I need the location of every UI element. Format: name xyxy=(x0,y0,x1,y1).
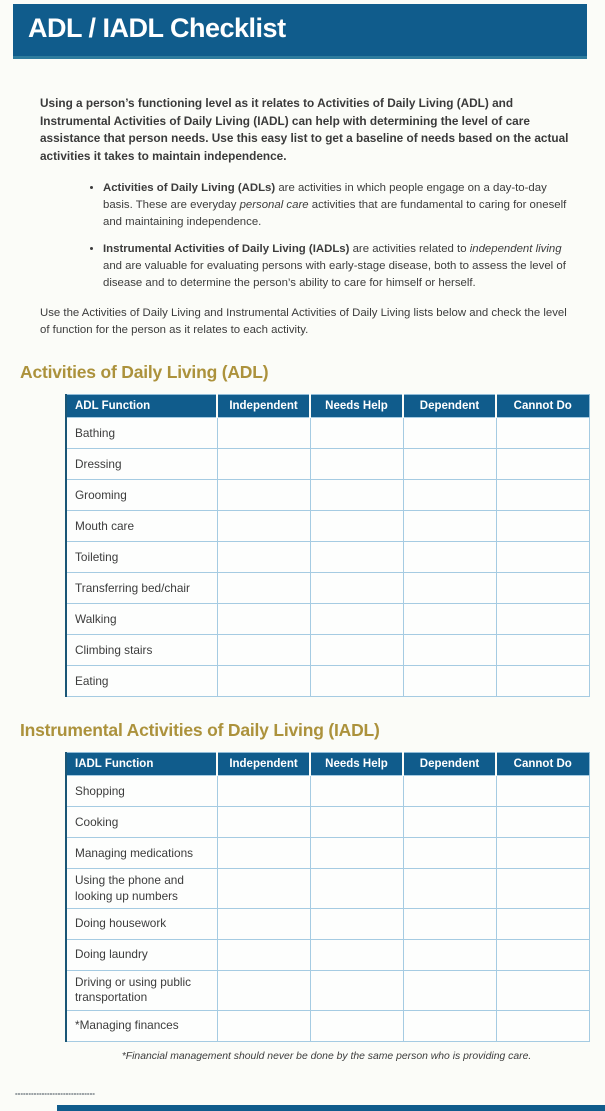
adl-row-grooming xyxy=(66,480,589,511)
iadl-function-cell-driving-or-using-public-transportation: Driving or using public transportation xyxy=(66,970,217,1010)
adl-check-cell-climbing-stairs-dependent[interactable] xyxy=(403,635,496,666)
page-header-banner xyxy=(13,4,587,59)
iadl-check-cell-cooking-independent[interactable] xyxy=(217,807,310,838)
adl-function-cell-eating: Eating xyxy=(66,666,217,697)
adl-row-transferring-bed-chair xyxy=(66,573,589,604)
adl-check-cell-transferring-bed-chair-cannot-do[interactable] xyxy=(496,573,589,604)
iadl-row-using-the-phone-and-looking-up-numbers xyxy=(66,869,589,909)
iadl-row-doing-laundry xyxy=(66,939,589,970)
iadl-column-header-needs-help: Needs Help xyxy=(310,753,403,776)
adl-check-cell-transferring-bed-chair-needs-help[interactable] xyxy=(310,573,403,604)
iadl-function-cell-shopping: Shopping xyxy=(66,776,217,807)
iadl-check-cell-driving-or-using-public-transportation-cannot-do[interactable] xyxy=(496,970,589,1010)
iadl-table-body xyxy=(66,776,589,1041)
adl-check-cell-grooming-independent[interactable] xyxy=(217,480,310,511)
adl-row-dressing xyxy=(66,449,589,480)
adl-row-toileting xyxy=(66,542,589,573)
bullet-iadl-text-2: and are valuable for evaluating persons with early-stage disease, both to assess the level of disease and to determine the person’s ability to care for himself or herself. xyxy=(103,260,566,290)
adl-check-cell-eating-needs-help[interactable] xyxy=(310,666,403,697)
adl-check-cell-bathing-needs-help[interactable] xyxy=(310,418,403,449)
adl-function-cell-toileting: Toileting xyxy=(66,542,217,573)
iadl-check-cell-doing-laundry-dependent[interactable] xyxy=(403,939,496,970)
definition-bullet-list xyxy=(87,180,575,292)
bullet-adl-text-2: activities that are fundamental to caring for oneself and maintaining independence. xyxy=(103,198,567,228)
adl-check-cell-toileting-independent[interactable] xyxy=(217,542,310,573)
iadl-check-cell-doing-laundry-independent[interactable] xyxy=(217,939,310,970)
bullet-iadl-lead: Instrumental Activities of Daily Living (IADLs) xyxy=(103,243,350,256)
iadl-check-cell-managing-medications-independent[interactable] xyxy=(217,838,310,869)
iadl-check-cell-managing-medications-dependent[interactable] xyxy=(403,838,496,869)
adl-check-cell-toileting-cannot-do[interactable] xyxy=(496,542,589,573)
adl-column-header-adl-function: ADL Function xyxy=(66,395,217,418)
iadl-row-driving-or-using-public-transportation xyxy=(66,970,589,1010)
iadl-check-cell-doing-housework-independent[interactable] xyxy=(217,908,310,939)
bullet-iadl-text-1: are activities related to xyxy=(349,243,470,256)
adl-check-cell-bathing-dependent[interactable] xyxy=(403,418,496,449)
iadl-check-cell-cooking-needs-help[interactable] xyxy=(310,807,403,838)
adl-function-cell-grooming: Grooming xyxy=(66,480,217,511)
bullet-adl-definition xyxy=(103,180,575,231)
adl-column-header-independent: Independent xyxy=(217,395,310,418)
dashed-divider: ------------------------------ xyxy=(15,1089,95,1098)
adl-check-cell-toileting-dependent[interactable] xyxy=(403,542,496,573)
iadl-checklist-table xyxy=(65,752,590,1041)
iadl-check-cell-using-the-phone-and-looking-up-numbers-independent[interactable] xyxy=(217,869,310,909)
iadl-section-heading: Instrumental Activities of Daily Living (IADL) xyxy=(20,720,380,741)
bullet-adl-lead: Activities of Daily Living (ADLs) xyxy=(103,181,276,194)
iadl-check-cell-using-the-phone-and-looking-up-numbers-cannot-do[interactable] xyxy=(496,869,589,909)
adl-column-header-needs-help: Needs Help xyxy=(310,395,403,418)
adl-function-cell-transferring-bed-chair: Transferring bed/chair xyxy=(66,573,217,604)
intro-section xyxy=(40,95,575,339)
adl-check-cell-mouth-care-needs-help[interactable] xyxy=(310,511,403,542)
bullet-iadl-definition xyxy=(103,241,575,292)
iadl-column-header-cannot-do: Cannot Do xyxy=(496,753,589,776)
adl-check-cell-transferring-bed-chair-dependent[interactable] xyxy=(403,573,496,604)
iadl-check-cell-shopping-needs-help[interactable] xyxy=(310,776,403,807)
adl-check-cell-eating-dependent[interactable] xyxy=(403,666,496,697)
adl-check-cell-mouth-care-independent[interactable] xyxy=(217,511,310,542)
adl-check-cell-toileting-needs-help[interactable] xyxy=(310,542,403,573)
iadl-table-header xyxy=(66,753,589,776)
iadl-check-cell-managing-finances-dependent[interactable] xyxy=(403,1010,496,1041)
bullet-adl-text-1: are activities in which people engage on a day-to-day basis. These are everyday xyxy=(103,181,547,211)
adl-check-cell-walking-independent[interactable] xyxy=(217,604,310,635)
adl-check-cell-grooming-needs-help[interactable] xyxy=(310,480,403,511)
adl-check-cell-dressing-cannot-do[interactable] xyxy=(496,449,589,480)
adl-function-cell-climbing-stairs: Climbing stairs xyxy=(66,635,217,666)
intro-paragraph: Using a person’s functioning level as it relates to Activities of Daily Living (ADL) and Instrumental Activities of Daily Living (IADL) can help with determining the level of care assistance that person needs. Use this easy list to get a baseline of needs based on the actual activities it takes to maintain independence. xyxy=(40,96,569,164)
bullet-adl-italic: personal care xyxy=(239,198,309,211)
iadl-function-cell-managing-medications: Managing medications xyxy=(66,838,217,869)
iadl-row-doing-housework xyxy=(66,908,589,939)
iadl-check-cell-doing-laundry-cannot-do[interactable] xyxy=(496,939,589,970)
adl-row-walking xyxy=(66,604,589,635)
adl-check-cell-dressing-dependent[interactable] xyxy=(403,449,496,480)
iadl-row-managing-medications xyxy=(66,838,589,869)
iadl-row-shopping xyxy=(66,776,589,807)
iadl-check-cell-managing-medications-needs-help[interactable] xyxy=(310,838,403,869)
iadl-header-row xyxy=(66,753,589,776)
adl-row-bathing xyxy=(66,418,589,449)
iadl-check-cell-doing-housework-dependent[interactable] xyxy=(403,908,496,939)
adl-check-cell-climbing-stairs-cannot-do[interactable] xyxy=(496,635,589,666)
iadl-check-cell-driving-or-using-public-transportation-dependent[interactable] xyxy=(403,970,496,1010)
adl-row-mouth-care xyxy=(66,511,589,542)
adl-check-cell-bathing-cannot-do[interactable] xyxy=(496,418,589,449)
iadl-function-cell-doing-housework: Doing housework xyxy=(66,908,217,939)
adl-check-cell-dressing-needs-help[interactable] xyxy=(310,449,403,480)
iadl-check-cell-managing-finances-cannot-do[interactable] xyxy=(496,1010,589,1041)
adl-table-header xyxy=(66,395,589,418)
adl-column-header-cannot-do: Cannot Do xyxy=(496,395,589,418)
adl-function-cell-dressing: Dressing xyxy=(66,449,217,480)
iadl-check-cell-shopping-cannot-do[interactable] xyxy=(496,776,589,807)
instructions-paragraph: Use the Activities of Daily Living and Instrumental Activities of Daily Living lists below and check the level of function for the person as it relates to each activity. xyxy=(40,307,567,337)
iadl-function-cell-doing-laundry: Doing laundry xyxy=(66,939,217,970)
adl-check-cell-mouth-care-cannot-do[interactable] xyxy=(496,511,589,542)
adl-check-cell-grooming-dependent[interactable] xyxy=(403,480,496,511)
iadl-check-cell-shopping-dependent[interactable] xyxy=(403,776,496,807)
adl-function-cell-walking: Walking xyxy=(66,604,217,635)
iadl-check-cell-managing-finances-needs-help[interactable] xyxy=(310,1010,403,1041)
iadl-check-cell-using-the-phone-and-looking-up-numbers-dependent[interactable] xyxy=(403,869,496,909)
adl-row-eating xyxy=(66,666,589,697)
adl-check-cell-eating-cannot-do[interactable] xyxy=(496,666,589,697)
iadl-check-cell-driving-or-using-public-transportation-needs-help[interactable] xyxy=(310,970,403,1010)
adl-check-cell-grooming-cannot-do[interactable] xyxy=(496,480,589,511)
iadl-check-cell-shopping-independent[interactable] xyxy=(217,776,310,807)
iadl-check-cell-cooking-dependent[interactable] xyxy=(403,807,496,838)
iadl-check-cell-doing-housework-needs-help[interactable] xyxy=(310,908,403,939)
adl-column-header-dependent: Dependent xyxy=(403,395,496,418)
iadl-function-cell-managing-finances: *Managing finances xyxy=(66,1010,217,1041)
iadl-column-header-dependent: Dependent xyxy=(403,753,496,776)
next-page-top-edge xyxy=(57,1105,605,1111)
adl-check-cell-climbing-stairs-independent[interactable] xyxy=(217,635,310,666)
page-title: ADL / IADL Checklist xyxy=(28,12,286,43)
adl-checklist-table xyxy=(65,394,590,697)
adl-row-climbing-stairs xyxy=(66,635,589,666)
iadl-check-cell-doing-laundry-needs-help[interactable] xyxy=(310,939,403,970)
adl-check-cell-transferring-bed-chair-independent[interactable] xyxy=(217,573,310,604)
adl-table-body xyxy=(66,418,589,697)
adl-function-cell-mouth-care: Mouth care xyxy=(66,511,217,542)
iadl-function-cell-using-the-phone-and-looking-up-numbers: Using the phone and looking up numbers xyxy=(66,869,217,909)
iadl-check-cell-managing-finances-independent[interactable] xyxy=(217,1010,310,1041)
iadl-check-cell-managing-medications-cannot-do[interactable] xyxy=(496,838,589,869)
iadl-check-cell-cooking-cannot-do[interactable] xyxy=(496,807,589,838)
adl-check-cell-walking-cannot-do[interactable] xyxy=(496,604,589,635)
iadl-column-header-iadl-function: IADL Function xyxy=(66,753,217,776)
iadl-column-header-independent: Independent xyxy=(217,753,310,776)
iadl-row-managing-finances xyxy=(66,1010,589,1041)
adl-function-cell-bathing: Bathing xyxy=(66,418,217,449)
iadl-function-cell-cooking: Cooking xyxy=(66,807,217,838)
iadl-row-cooking xyxy=(66,807,589,838)
adl-check-cell-walking-dependent[interactable] xyxy=(403,604,496,635)
adl-header-row xyxy=(66,395,589,418)
adl-check-cell-mouth-care-dependent[interactable] xyxy=(403,511,496,542)
adl-check-cell-eating-independent[interactable] xyxy=(217,666,310,697)
adl-check-cell-bathing-independent[interactable] xyxy=(217,418,310,449)
iadl-check-cell-driving-or-using-public-transportation-independent[interactable] xyxy=(217,970,310,1010)
iadl-check-cell-doing-housework-cannot-do[interactable] xyxy=(496,908,589,939)
financial-management-footnote: *Financial management should never be done by the same person who is providing care. xyxy=(121,1050,532,1062)
adl-check-cell-climbing-stairs-needs-help[interactable] xyxy=(310,635,403,666)
adl-section-heading: Activities of Daily Living (ADL) xyxy=(20,362,269,383)
adl-check-cell-walking-needs-help[interactable] xyxy=(310,604,403,635)
bullet-iadl-italic: independent living xyxy=(469,243,562,256)
adl-check-cell-dressing-independent[interactable] xyxy=(217,449,310,480)
iadl-check-cell-using-the-phone-and-looking-up-numbers-needs-help[interactable] xyxy=(310,869,403,909)
